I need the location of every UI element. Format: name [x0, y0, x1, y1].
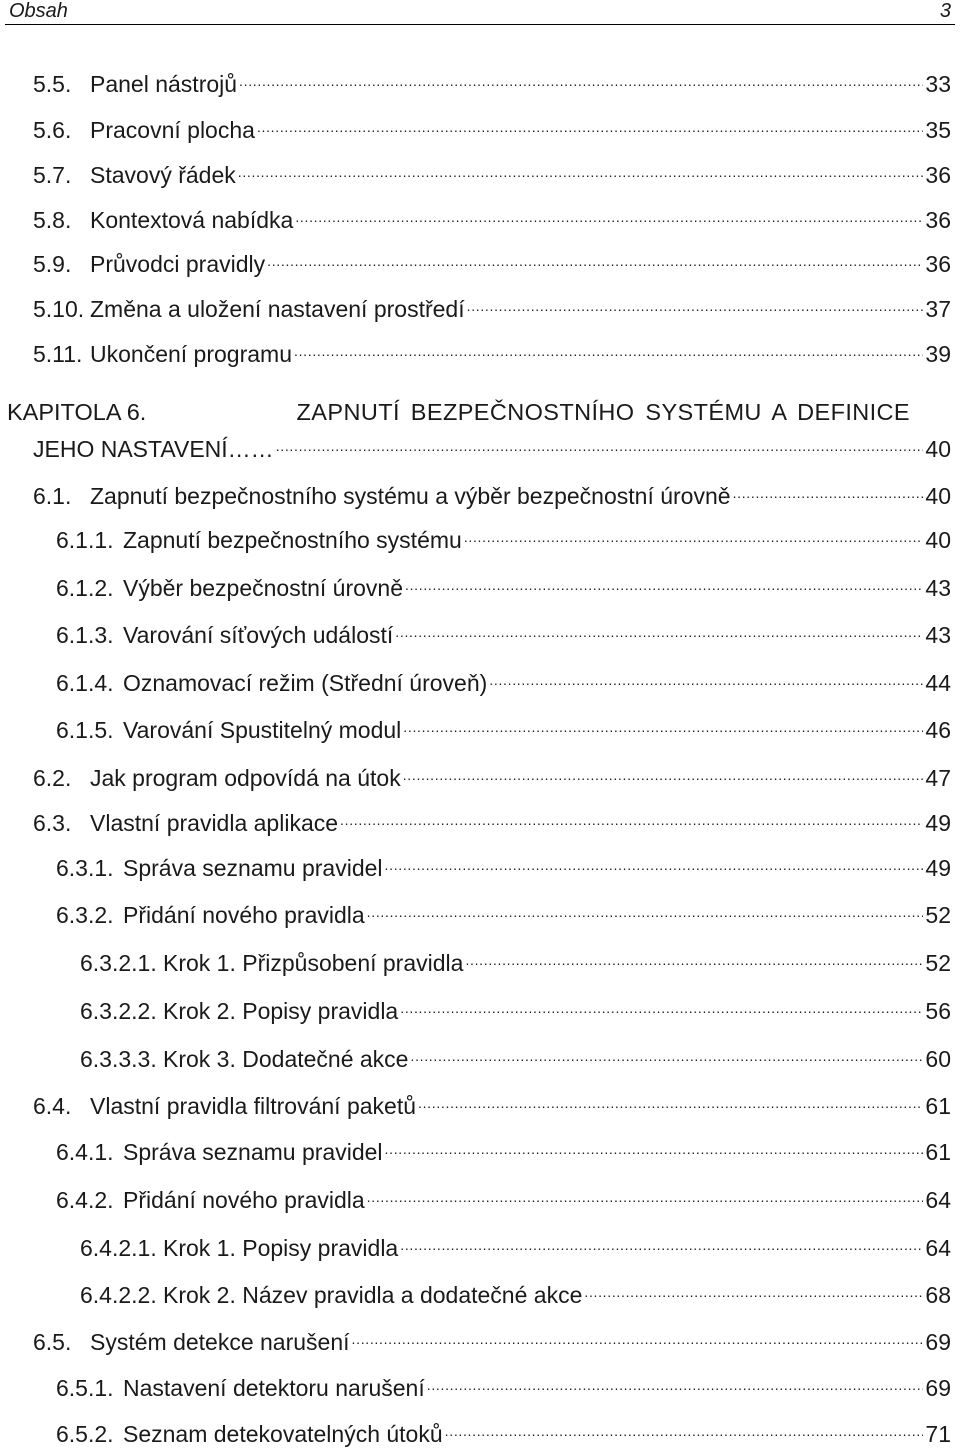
toc-leader-dots	[733, 474, 924, 504]
toc-leader-dots	[385, 1130, 924, 1160]
running-header	[5, 0, 955, 25]
toc-entry-title: Výběr bezpečnostní úrovně	[123, 575, 404, 601]
toc-entry[interactable]	[56, 566, 951, 603]
toc-entry[interactable]	[56, 846, 951, 883]
toc-entry-number: 6.1.	[33, 483, 72, 509]
toc-entry-page: 69	[925, 1375, 951, 1401]
toc-entry-title: Stavový řádek	[90, 162, 236, 188]
toc-entry[interactable]	[33, 153, 951, 190]
toc-leader-dots	[410, 1037, 923, 1067]
toc-entry[interactable]	[33, 287, 951, 324]
toc-entry-title: Zapnutí bezpečnostního systému a výběr bezpečnostní úrovně	[90, 483, 731, 509]
toc-entry-page: 69	[925, 1329, 951, 1355]
toc-leader-dots	[238, 153, 924, 183]
toc-entry-number: 6.3.	[33, 810, 72, 836]
toc-entry-page: 36	[925, 162, 951, 188]
toc-leader-dots	[467, 287, 924, 317]
toc-entry-title: Systém detekce narušení	[90, 1329, 350, 1355]
toc-entry-page: 36	[925, 207, 951, 233]
toc-entry-page: 35	[925, 117, 951, 143]
toc-entry-number: 5.9.	[33, 251, 72, 277]
toc-entry[interactable]	[33, 474, 951, 511]
toc-entry[interactable]	[56, 1178, 951, 1215]
toc-leader-dots	[239, 62, 923, 92]
toc-entry-number: 5.6.	[33, 117, 72, 143]
toc-entry-title: Krok 1. Přizpůsobení pravidla	[163, 950, 464, 976]
toc-entry[interactable]	[56, 1366, 951, 1403]
header-page-number: 3	[939, 0, 951, 22]
toc-leader-dots	[295, 198, 923, 228]
toc-leader-dots	[367, 893, 924, 923]
toc-entry-title: Krok 2. Popisy pravidla	[163, 998, 399, 1024]
toc-leader-dots	[294, 332, 923, 362]
toc-entry-page: 43	[925, 575, 951, 601]
toc-entry-page: 40	[925, 527, 951, 553]
toc-entry[interactable]	[33, 1084, 951, 1121]
toc-entry-page: 64	[925, 1235, 951, 1261]
toc-entry-title: Krok 1. Popisy pravidla	[163, 1235, 399, 1261]
toc-entry[interactable]	[33, 1320, 951, 1357]
toc-entry-number: 6.3.2.1.	[80, 950, 157, 976]
toc-leader-dots	[400, 989, 923, 1019]
toc-entry-page: 40	[925, 483, 951, 509]
toc-entry[interactable]	[56, 518, 951, 555]
toc-entry-page: 46	[925, 717, 951, 743]
toc-entry[interactable]	[56, 613, 951, 650]
toc-entry-page: 43	[925, 622, 951, 648]
toc-entry-page: 37	[925, 296, 951, 322]
toc-entry-title: Změna a uložení nastavení prostředí	[90, 296, 465, 322]
toc-entry-page: 40	[925, 436, 951, 462]
toc-entry[interactable]	[33, 756, 951, 793]
toc-entry-page: 71	[925, 1421, 951, 1447]
toc-entry-number: 6.2.	[33, 765, 72, 791]
toc-entry-title: Průvodci pravidly	[90, 251, 266, 277]
toc-entry-title: Panel nástrojů	[90, 71, 238, 97]
toc-leader-dots	[395, 613, 923, 643]
toc-entry-page: 49	[925, 810, 951, 836]
toc-chapter-title-continued: JEHO NASTAVENÍ……	[33, 436, 274, 462]
toc-entry[interactable]	[56, 708, 951, 745]
toc-entry[interactable]	[56, 1412, 951, 1449]
toc-entry-number: 6.3.2.2.	[80, 998, 157, 1024]
toc-entry-page: 60	[925, 1046, 951, 1072]
toc-leader-dots	[465, 941, 923, 971]
toc-entry-number: 6.1.5.	[56, 717, 114, 743]
toc-entry[interactable]	[80, 1037, 951, 1074]
toc-entry-number: 6.4.1.	[56, 1139, 114, 1165]
toc-leader-dots	[257, 108, 923, 138]
toc-entry-title: Správa seznamu pravidel	[123, 1139, 383, 1165]
toc-leader-dots	[352, 1320, 924, 1350]
toc-entry-number: 6.5.2.	[56, 1421, 114, 1447]
toc-leader-dots	[403, 756, 924, 786]
toc-entry-number: 6.1.1.	[56, 527, 114, 553]
toc-leader-dots	[464, 518, 924, 548]
toc-entry[interactable]	[80, 1226, 951, 1263]
toc-entry-page: 68	[925, 1282, 951, 1308]
toc-entry[interactable]	[56, 893, 951, 930]
toc-leader-dots	[418, 1084, 923, 1114]
toc-entry-page: 44	[925, 670, 951, 696]
toc-entry-page: 61	[925, 1139, 951, 1165]
toc-entry-title: Správa seznamu pravidel	[123, 855, 383, 881]
toc-chapter-number: KAPITOLA 6.	[7, 399, 147, 425]
toc-entry-page: 33	[925, 71, 951, 97]
toc-entry-title: Zapnutí bezpečnostního systému	[123, 527, 462, 553]
toc-entry-number: 6.4.2.	[56, 1187, 114, 1213]
toc-leader-dots	[340, 801, 923, 831]
toc-entry[interactable]	[33, 801, 951, 838]
toc-entry[interactable]	[56, 661, 951, 698]
toc-chapter-heading[interactable]	[7, 397, 910, 427]
toc-leader-dots	[267, 242, 923, 272]
toc-entry-number: 6.4.2.1.	[80, 1235, 157, 1261]
toc-leader-dots	[367, 1178, 924, 1208]
toc-leader-dots	[400, 1226, 923, 1256]
toc-entry[interactable]	[33, 108, 951, 145]
toc-entry[interactable]	[80, 941, 951, 978]
toc-entry-title: Varování Spustitelný modul	[123, 717, 402, 743]
toc-entry-title: Přidání nového pravidla	[123, 902, 365, 928]
toc-entry-number: 6.1.2.	[56, 575, 114, 601]
toc-entry-title: Přidání nového pravidla	[123, 1187, 365, 1213]
toc-leader-dots	[489, 661, 923, 691]
toc-entry[interactable]	[33, 62, 951, 99]
toc-chapter-heading-continued[interactable]	[33, 427, 951, 464]
toc-entry[interactable]	[80, 1273, 951, 1310]
toc-entry-number: 5.5.	[33, 71, 72, 97]
toc-entry-number: 5.10.	[33, 296, 85, 322]
toc-entry-title: Nastavení detektoru narušení	[123, 1375, 425, 1401]
toc-entry-page: 64	[925, 1187, 951, 1213]
toc-entry[interactable]	[80, 989, 951, 1026]
toc-entry-title: Ukončení programu	[90, 341, 292, 367]
toc-entry-number: 6.4.	[33, 1093, 72, 1119]
toc-entry-number: 5.11.	[33, 341, 83, 367]
toc-entry-page: 52	[925, 950, 951, 976]
toc-entry-number: 6.1.3.	[56, 622, 114, 648]
toc-entry-page: 36	[925, 251, 951, 277]
toc-entry-page: 56	[925, 998, 951, 1024]
toc-entry-page: 49	[925, 855, 951, 881]
toc-leader-dots	[276, 427, 924, 457]
toc-entry-title: Jak program odpovídá na útok	[90, 765, 401, 791]
toc-entry-number: 6.5.	[33, 1329, 72, 1355]
toc-leader-dots	[445, 1412, 924, 1442]
toc-entry-number: 6.4.2.2.	[80, 1282, 157, 1308]
toc-entry-page: 47	[925, 765, 951, 791]
toc-entry-number: 6.5.1.	[56, 1375, 114, 1401]
toc-entry-title: Vlastní pravidla filtrování paketů	[90, 1093, 417, 1119]
toc-chapter-title: ZAPNUTÍ BEZPEČNOSTNÍHO SYSTÉMU A DEFINICE	[296, 399, 910, 425]
toc-entry-number: 5.7.	[33, 162, 72, 188]
toc-entry-title: Pracovní plocha	[90, 117, 255, 143]
toc-entry-page: 52	[925, 902, 951, 928]
toc-entry-title: Krok 3. Dodatečné akce	[163, 1046, 409, 1072]
toc-leader-dots	[403, 708, 923, 738]
toc-leader-dots	[427, 1366, 924, 1396]
toc-leader-dots	[405, 566, 923, 596]
toc-leader-dots	[385, 846, 924, 876]
toc-leader-dots	[584, 1273, 923, 1303]
header-title: Obsah	[9, 0, 68, 22]
toc-entry-title: Seznam detekovatelných útoků	[123, 1421, 443, 1447]
toc-entry[interactable]	[33, 198, 951, 235]
toc-entry-number: 6.3.3.3.	[80, 1046, 157, 1072]
toc-entry-page: 39	[925, 341, 951, 367]
toc-entry[interactable]	[33, 242, 951, 279]
toc-entry-title: Kontextová nabídka	[90, 207, 294, 233]
toc-entry-number: 6.3.1.	[56, 855, 114, 881]
toc-entry-title: Oznamovací režim (Střední úroveň)	[123, 670, 488, 696]
toc-entry[interactable]	[56, 1130, 951, 1167]
toc-entry-number: 6.1.4.	[56, 670, 114, 696]
toc-entry-title: Varování síťových událostí	[123, 622, 394, 648]
toc-entry-title: Krok 2. Název pravidla a dodatečné akce	[163, 1282, 583, 1308]
toc-entry-number: 5.8.	[33, 207, 72, 233]
toc-entry-number: 6.3.2.	[56, 902, 114, 928]
toc-entry[interactable]	[33, 332, 951, 369]
toc-entry-page: 61	[925, 1093, 951, 1119]
toc-entry-title: Vlastní pravidla aplikace	[90, 810, 339, 836]
